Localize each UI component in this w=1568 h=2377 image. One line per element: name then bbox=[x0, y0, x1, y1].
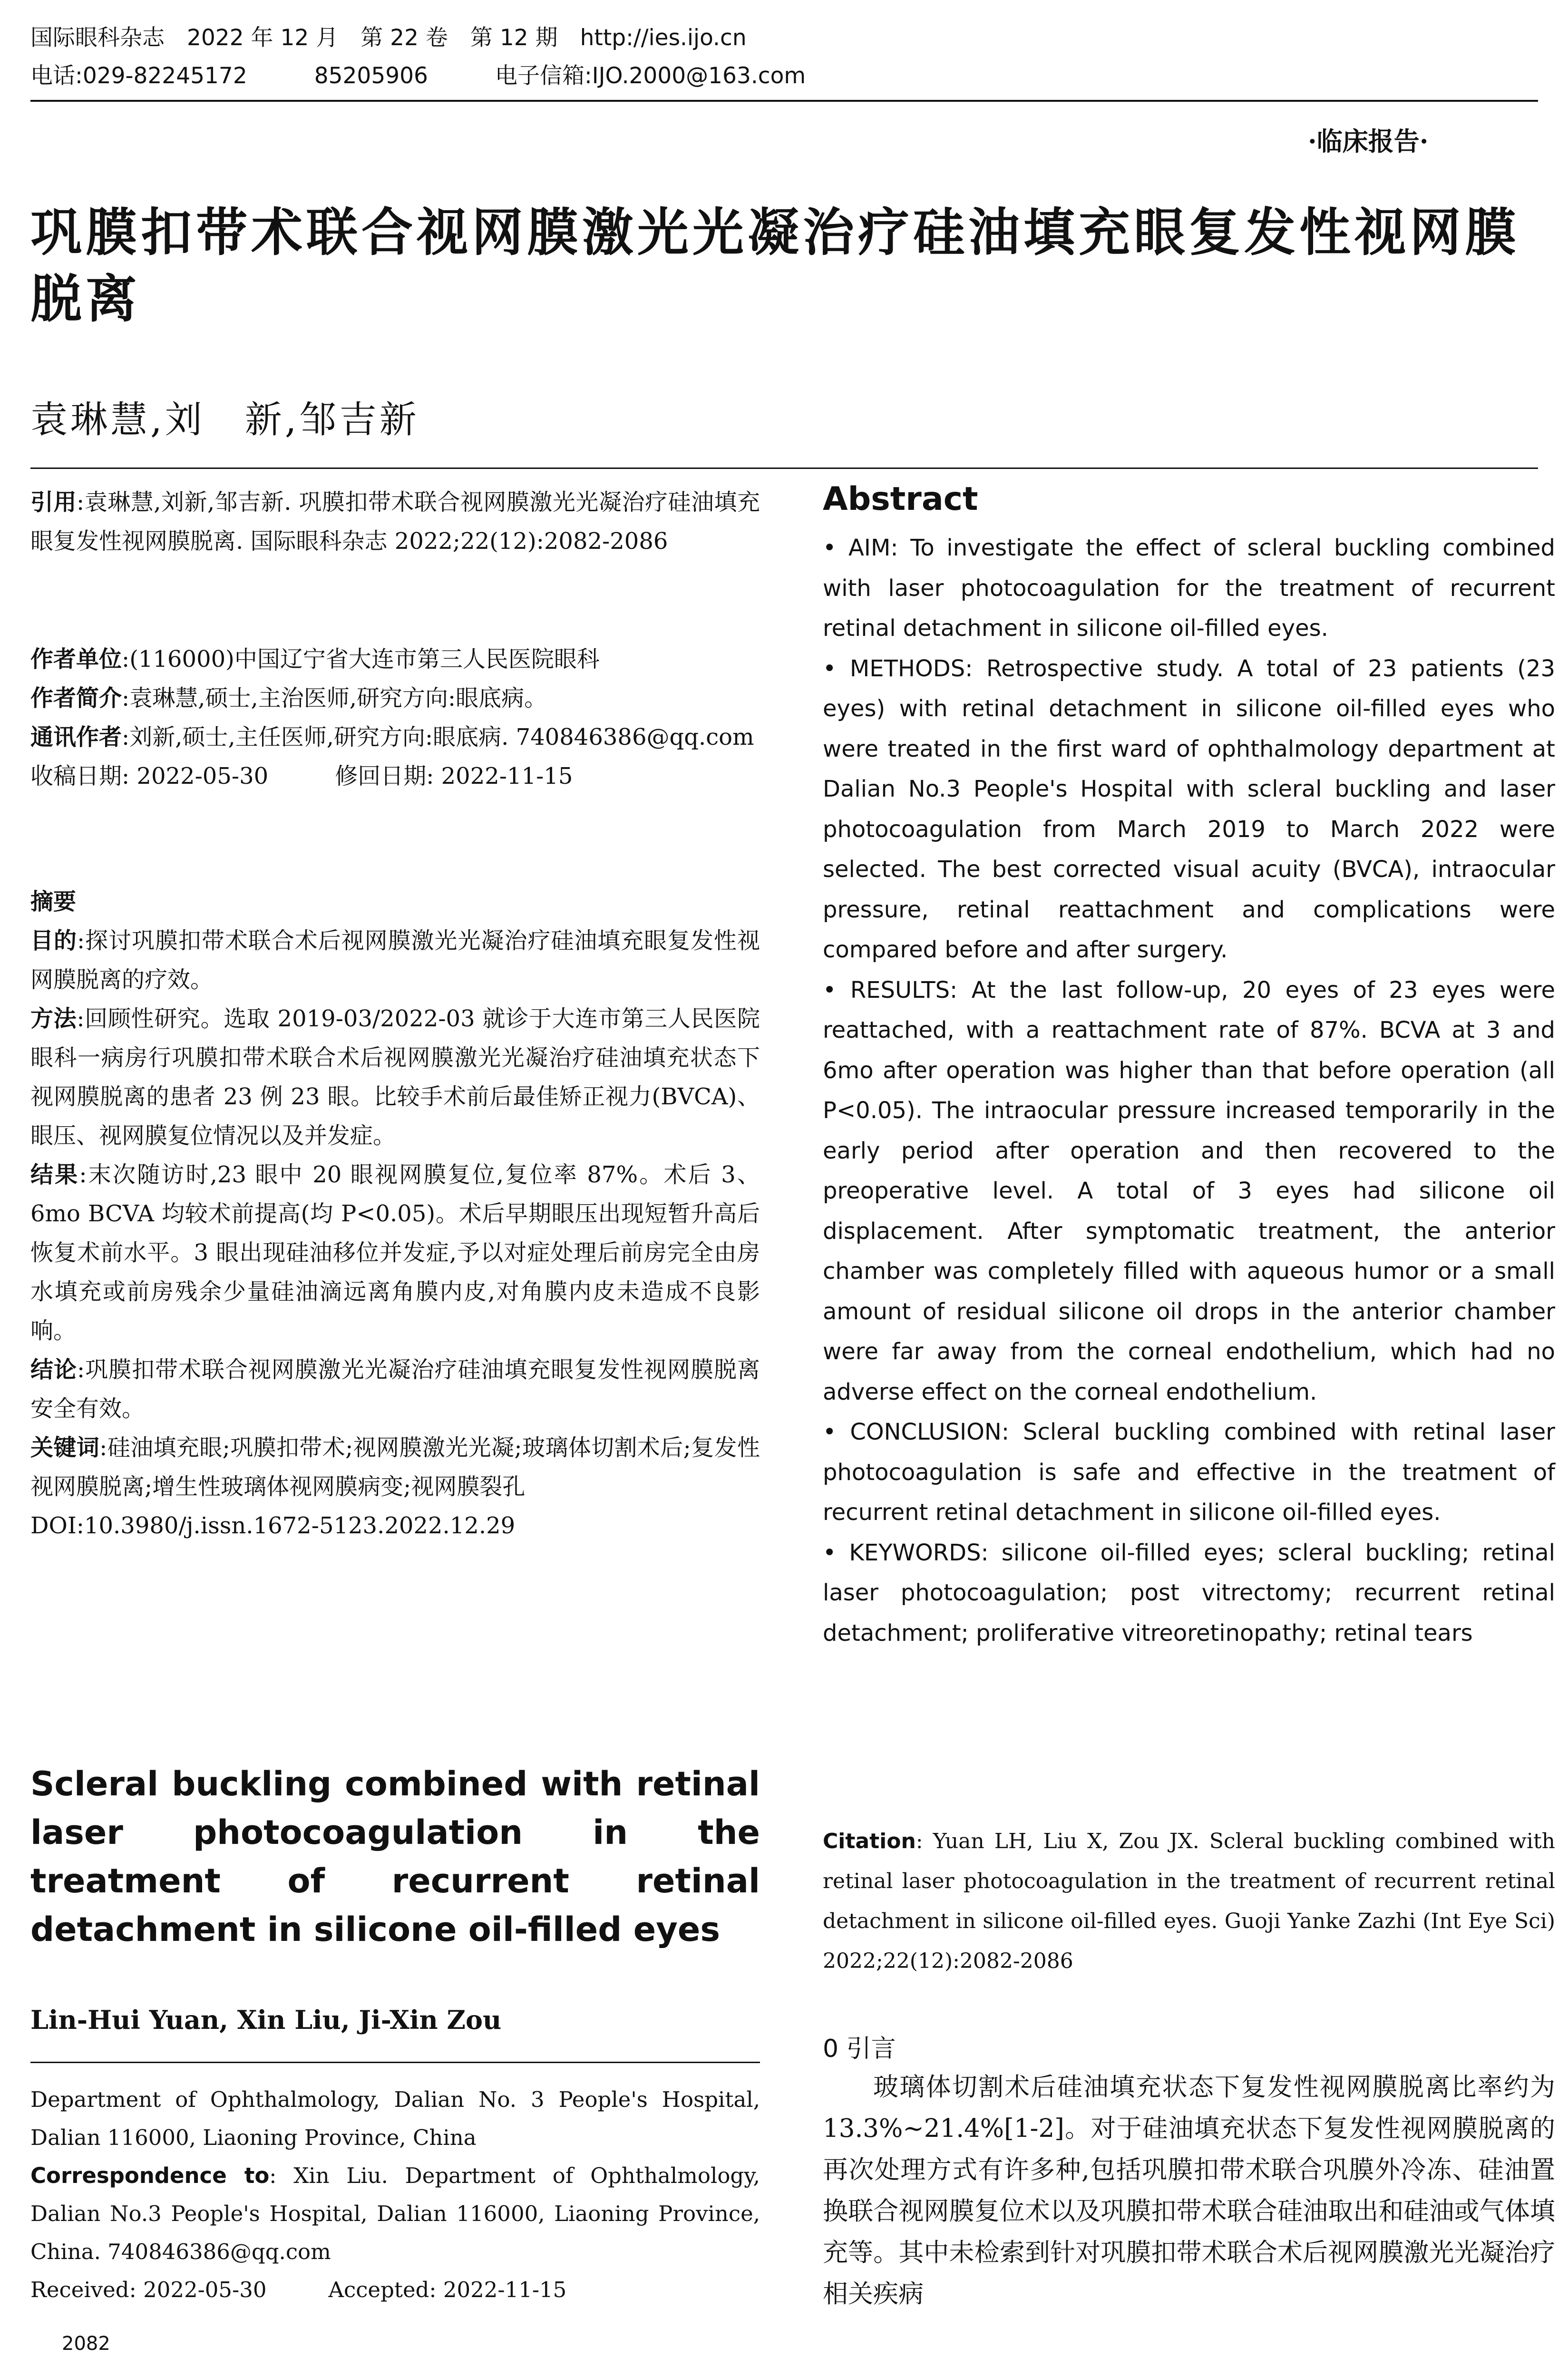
corr-cn-text: :刘新,硕士,主任医师,研究方向:眼底病. 740846386@qq.com bbox=[122, 724, 754, 750]
conclusion-cn-text: :巩膜扣带术联合视网膜激光光凝治疗硅油填充眼复发性视网膜脱离安全有效。 bbox=[30, 1356, 760, 1422]
english-corr-label: Correspondence to bbox=[30, 2163, 270, 2188]
aim-cn-label: 目的 bbox=[30, 927, 77, 954]
abstract-en-results: • RESULTS: At the last follow-up, 20 eyes of 23 eyes were reattached, with a reattachment rate of 87%. BCVA at 3 and 6mo after operation was higher than that before operation (all P<0.05). The intraocular pressure increased temporarily in the early period after operation and then recovered to the preoperative level. A total of 3 eyes had silicone oil displacement. After symptomatic treatment, the anterior chamber was completely filled with aqueous humor or a small amount of residual silicone oil drops in the anterior chamber were far away from the corneal endothelium, which had no adverse effect on the corneal endothelium. bbox=[823, 976, 1555, 1405]
unit-label: 作者单位 bbox=[30, 646, 122, 672]
abstract-cn bbox=[30, 882, 760, 1545]
citation-en-text: : Yuan LH, Liu X, Zou JX. Scleral buckling combined with retinal laser photocoagulation in the treatment of recurrent retinal detachment in silicone oil-filled eyes. Guoji Yanke Zazhi (Int Eye Sci) 2022;22(12):2082-2086 bbox=[823, 1829, 1555, 1973]
authors-cn: 袁琳慧,刘 新,邹吉新 bbox=[30, 399, 419, 441]
bio-label: 作者简介 bbox=[30, 685, 122, 711]
methods-cn-label: 方法 bbox=[30, 1005, 77, 1032]
unit-text: :(116000)中国辽宁省大连市第三人民医院眼科 bbox=[122, 646, 600, 672]
page-number: 2082 bbox=[62, 2333, 110, 2355]
english-authors: Lin-Hui Yuan, Xin Liu, Ji-Xin Zou bbox=[30, 2005, 502, 2035]
intro-heading: 0 引言 bbox=[823, 2035, 896, 2063]
header-rule bbox=[30, 100, 1538, 102]
keywords-cn-text: :硅油填充眼;巩膜扣带术;视网膜激光光凝;玻璃体切割术后;复发性视网膜脱离;增生性玻璃体视网膜病变;视网膜裂孔 bbox=[30, 1434, 760, 1500]
conclusion-cn-label: 结论 bbox=[30, 1356, 77, 1383]
aim-cn-text: :探讨巩膜扣带术联合术后视网膜激光光凝治疗硅油填充眼复发性视网膜脱离的疗效。 bbox=[30, 927, 760, 993]
citation-cn-text: :袁琳慧,刘新,邹吉新. 巩膜扣带术联合视网膜激光光凝治疗硅油填充眼复发性视网膜脱离. 国际眼科杂志 2022;22(12):2082-2086 bbox=[30, 489, 760, 555]
methods-cn-text: :回顾性研究。选取 2019-03/2022-03 就诊于大连市第三人民医院眼科一病房行巩膜扣带术联合术后视网膜激光光凝治疗硅油填充状态下视网膜脱离的患者 23 例 23 眼。比较手术前后最佳矫正视力(BVCA)、眼压、视网膜复位情况以及并发症。 bbox=[30, 1005, 760, 1149]
english-corr-text: : Xin Liu. Department of Ophthalmology, Dalian No.3 People's Hospital, Dalian 116000, Liaoning Province, China. 740846386@qq.com bbox=[30, 2163, 760, 2264]
keywords-cn-label: 关键词 bbox=[30, 1434, 100, 1461]
title-rule bbox=[30, 468, 1538, 469]
citation-en bbox=[823, 1822, 1555, 1981]
abstract-en-aim: • AIM: To investigate the effect of scleral buckling combined with laser photocoagulation for the treatment of recurrent retinal detachment in silicone oil-filled eyes. bbox=[823, 535, 1555, 642]
citation-cn-label: 引用 bbox=[30, 489, 77, 516]
abstract-en-keywords: • KEYWORDS: silicone oil-filled eyes; scleral buckling; retinal laser photocoagulation; post vitrectomy; recurrent retinal detachment; proliferative vitreoretinopathy; retinal tears bbox=[823, 1539, 1555, 1646]
affiliation-rule bbox=[30, 2062, 760, 2063]
corr-cn-label: 通讯作者 bbox=[30, 724, 122, 750]
author-info bbox=[30, 640, 760, 796]
citation-cn bbox=[30, 483, 760, 561]
abstract-en-conclusion: • CONCLUSION: Scleral buckling combined with retinal laser photocoagulation is safe and effective in the treatment of recurrent retinal detachment in silicone oil-filled eyes. bbox=[823, 1419, 1555, 1526]
english-accepted: Accepted: 2022-11-15 bbox=[328, 2277, 567, 2302]
doi: DOI:10.3980/j.issn.1672-5123.2022.12.29 bbox=[30, 1512, 516, 1539]
citation-en-label: Citation bbox=[823, 1829, 916, 1853]
intro-text: 玻璃体切割术后硅油填充状态下复发性视网膜脱离比率约为 13.3%~21.4%[1-2]。对于硅油填充状态下复发性视网膜脱离的再次处理方式有许多种,包括巩膜扣带术联合巩膜外冷冻、硅油置换联合视网膜复位术以及巩膜扣带术联合硅油取出和硅油或气体填充等。其中未检索到针对巩膜扣带术联合术后视网膜激光光凝治疗相关疾病 bbox=[823, 2073, 1555, 2309]
abstract-en bbox=[823, 528, 1555, 1653]
english-title: Scleral buckling combined with retinal laser photocoagulation in the treatment of recurrent retinal detachment in silicone oil-filled eyes bbox=[30, 1764, 760, 1949]
english-affiliation-block bbox=[30, 2081, 760, 2309]
received-cn: 收稿日期: 2022-05-30 bbox=[30, 763, 269, 789]
bio-text: :袁琳慧,硕士,主治医师,研究方向:眼底病。 bbox=[122, 685, 547, 711]
article-title: 巩膜扣带术联合视网膜激光光凝治疗硅油填充眼复发性视网膜脱离 bbox=[30, 203, 1520, 329]
english-received: Received: 2022-05-30 bbox=[30, 2277, 267, 2302]
english-affiliation: Department of Ophthalmology, Dalian No. 3 People's Hospital, Dalian 116000, Liaoning Province, China bbox=[30, 2087, 760, 2150]
results-cn-label: 结果 bbox=[30, 1161, 79, 1188]
abstract-en-methods: • METHODS: Retrospective study. A total of 23 patients (23 eyes) with retinal detachment in silicone oil-filled eyes who were treated in the first ward of ophthalmology department at Dalian No.3 People's Hospital with scleral buckling and laser photocoagulation from March 2019 to March 2022 were selected. The best corrected visual acuity (BVCA), intraocular pressure, retinal reattachment and complications were compared before and after surgery. bbox=[823, 655, 1555, 963]
revised-cn: 修回日期: 2022-11-15 bbox=[335, 763, 573, 789]
journal-header-line1: 国际眼科杂志 2022 年 12 月 第 22 卷 第 12 期 http://ies.ijo.cn bbox=[30, 25, 747, 51]
intro-body bbox=[823, 2066, 1555, 2315]
abstract-en-heading: Abstract bbox=[823, 480, 978, 518]
abstract-cn-heading: 摘要 bbox=[30, 888, 77, 915]
section-tag: ·临床报告· bbox=[1308, 126, 1429, 156]
results-cn-text: :末次随访时,23 眼中 20 眼视网膜复位,复位率 87%。术后 3、6mo BCVA 均较术前提高(均 P<0.05)。术后早期眼压出现短暂升高后恢复术前水平。3 眼出现硅油移位并发症,予以对症处理后前房完全由房水填充或前房残余少量硅油滴远离角膜内皮,对角膜内皮未造成不良影响。 bbox=[30, 1161, 760, 1344]
journal-header-line2: 电话:029-82245172 85205906 电子信箱:IJO.2000@163.com bbox=[30, 63, 806, 89]
